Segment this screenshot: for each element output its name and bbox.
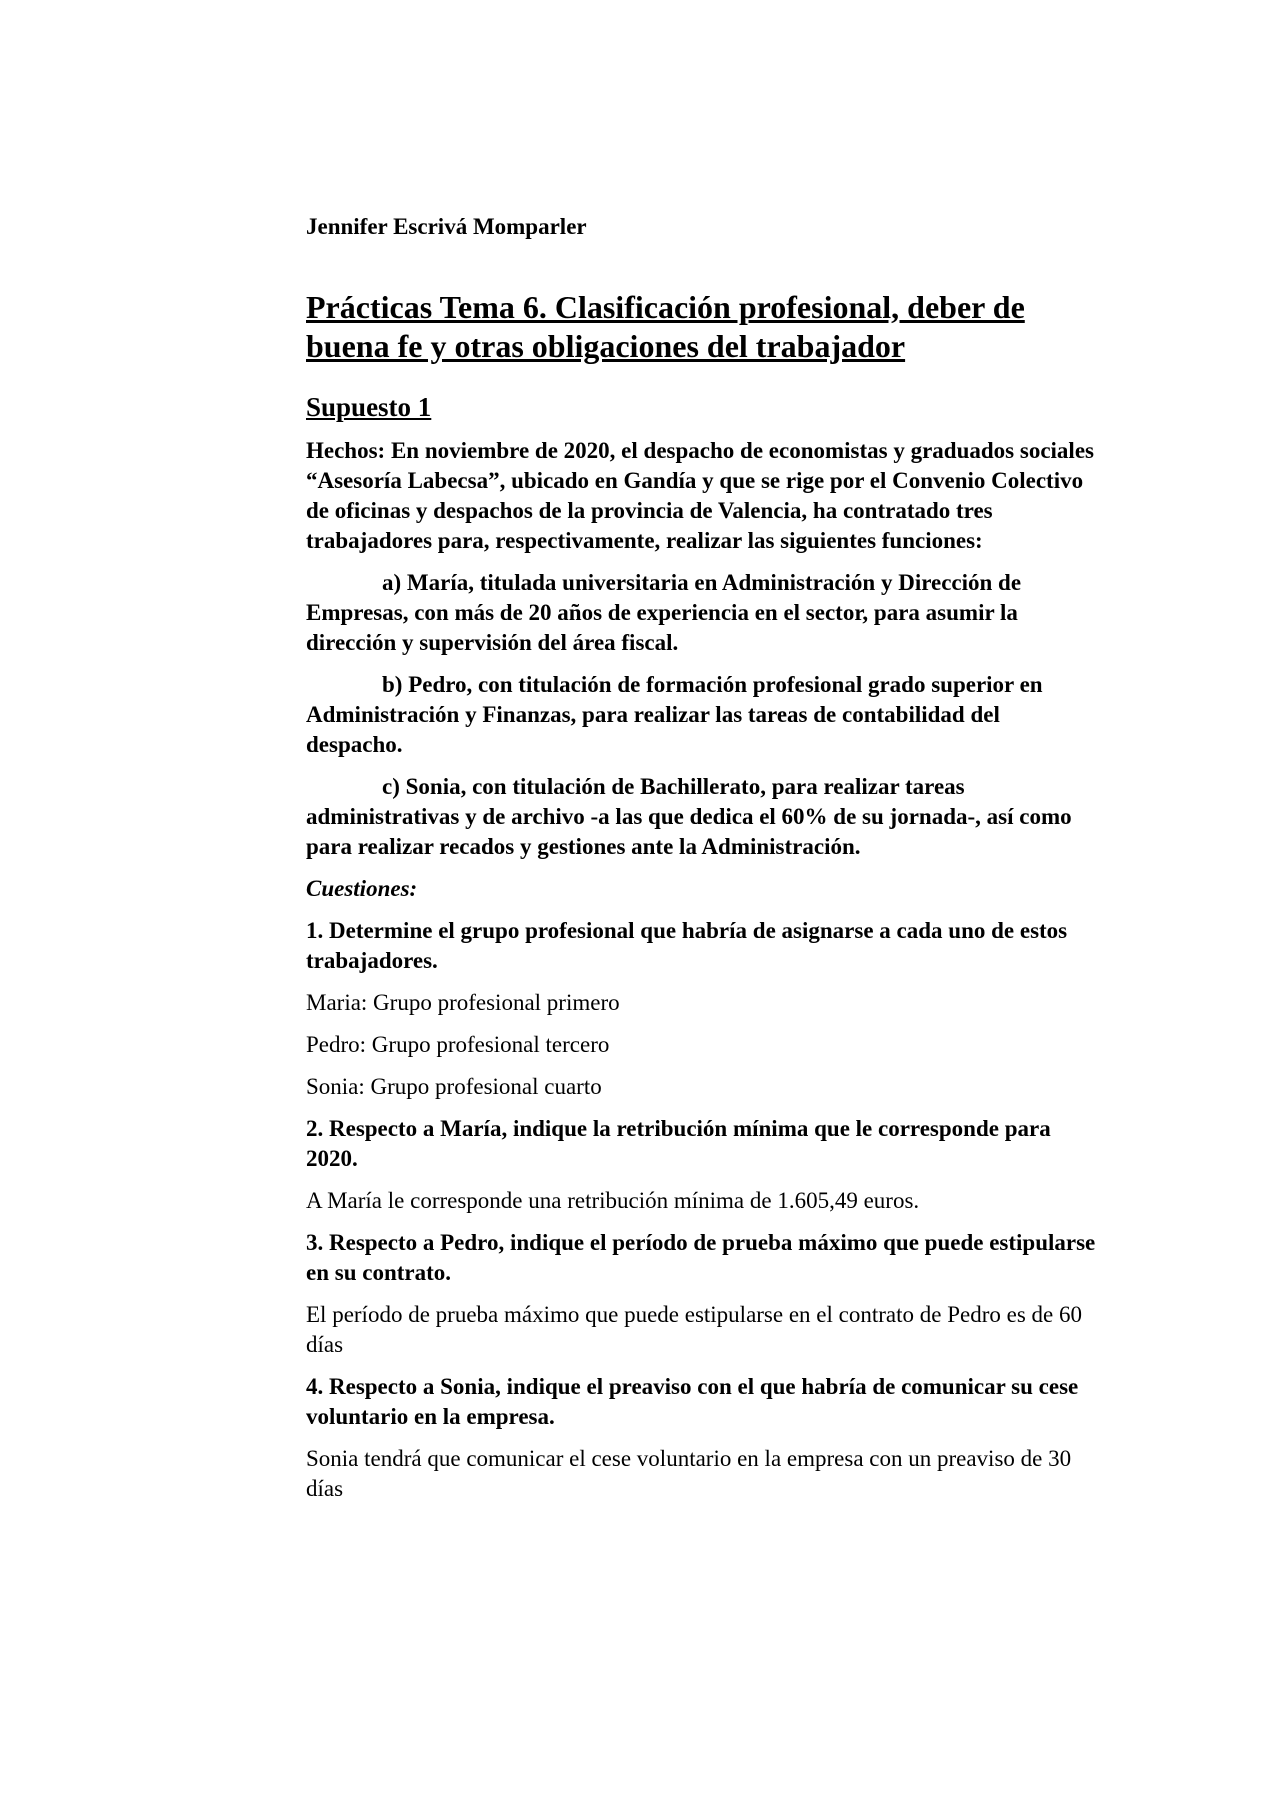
answer-3: El período de prueba máximo que puede estipularse en el contrato de Pedro es de 60 días: [306, 1302, 1082, 1357]
answer-2: A María le corresponde una retribución mínima de 1.605,49 euros.: [306, 1188, 920, 1213]
case-heading: Supuesto 1: [306, 392, 432, 422]
item-sonia: c) Sonia, con titulación de Bachillerato, para realizar tareas administrativas y de archivo -a las que dedica el 60% de su jornada-, así como para realizar recados y gestiones ante la Administración.: [306, 774, 1072, 859]
document-title: Prácticas Tema 6. Clasificación profesional, deber de buena fe y otras obligaciones del trabajador: [306, 289, 1025, 364]
question-2: 2. Respecto a María, indique la retribución mínima que le corresponde para 2020.: [306, 1116, 1051, 1171]
question-4: 4. Respecto a Sonia, indique el preaviso con el que habría de comunicar su cese voluntario en la empresa.: [306, 1374, 1079, 1429]
answer-1-maria: Maria: Grupo profesional primero: [306, 990, 620, 1015]
answer-1-sonia: Sonia: Grupo profesional cuarto: [306, 1074, 602, 1099]
questions-heading: Cuestiones:: [306, 876, 418, 901]
item-maria: a) María, titulada universitaria en Administración y Dirección de Empresas, con más de 20 años de experiencia en el sector, para asumir la dirección y supervisión del área fiscal.: [306, 570, 1022, 655]
answer-1-pedro: Pedro: Grupo profesional tercero: [306, 1032, 610, 1057]
document-page: [306, 212, 1096, 1504]
question-1: 1. Determine el grupo profesional que habría de asignarse a cada uno de estos trabajadores.: [306, 918, 1068, 973]
answer-4: Sonia tendrá que comunicar el cese voluntario en la empresa con un preaviso de 30 días: [306, 1446, 1072, 1501]
facts-paragraph: Hechos: En noviembre de 2020, el despacho de economistas y graduados sociales “Asesoría Labecsa”, ubicado en Gandía y que se rige por el Convenio Colectivo de oficinas y despachos de la provincia de Valencia, ha contratado tres trabajadores para, respectivamente, realizar las siguientes funciones:: [306, 438, 1094, 553]
question-3: 3. Respecto a Pedro, indique el período de prueba máximo que puede estipularse en su contrato.: [306, 1230, 1096, 1285]
author-name: Jennifer Escrivá Momparler: [306, 214, 587, 239]
item-pedro: b) Pedro, con titulación de formación profesional grado superior en Administración y Finanzas, para realizar las tareas de contabilidad del despacho.: [306, 672, 1043, 757]
